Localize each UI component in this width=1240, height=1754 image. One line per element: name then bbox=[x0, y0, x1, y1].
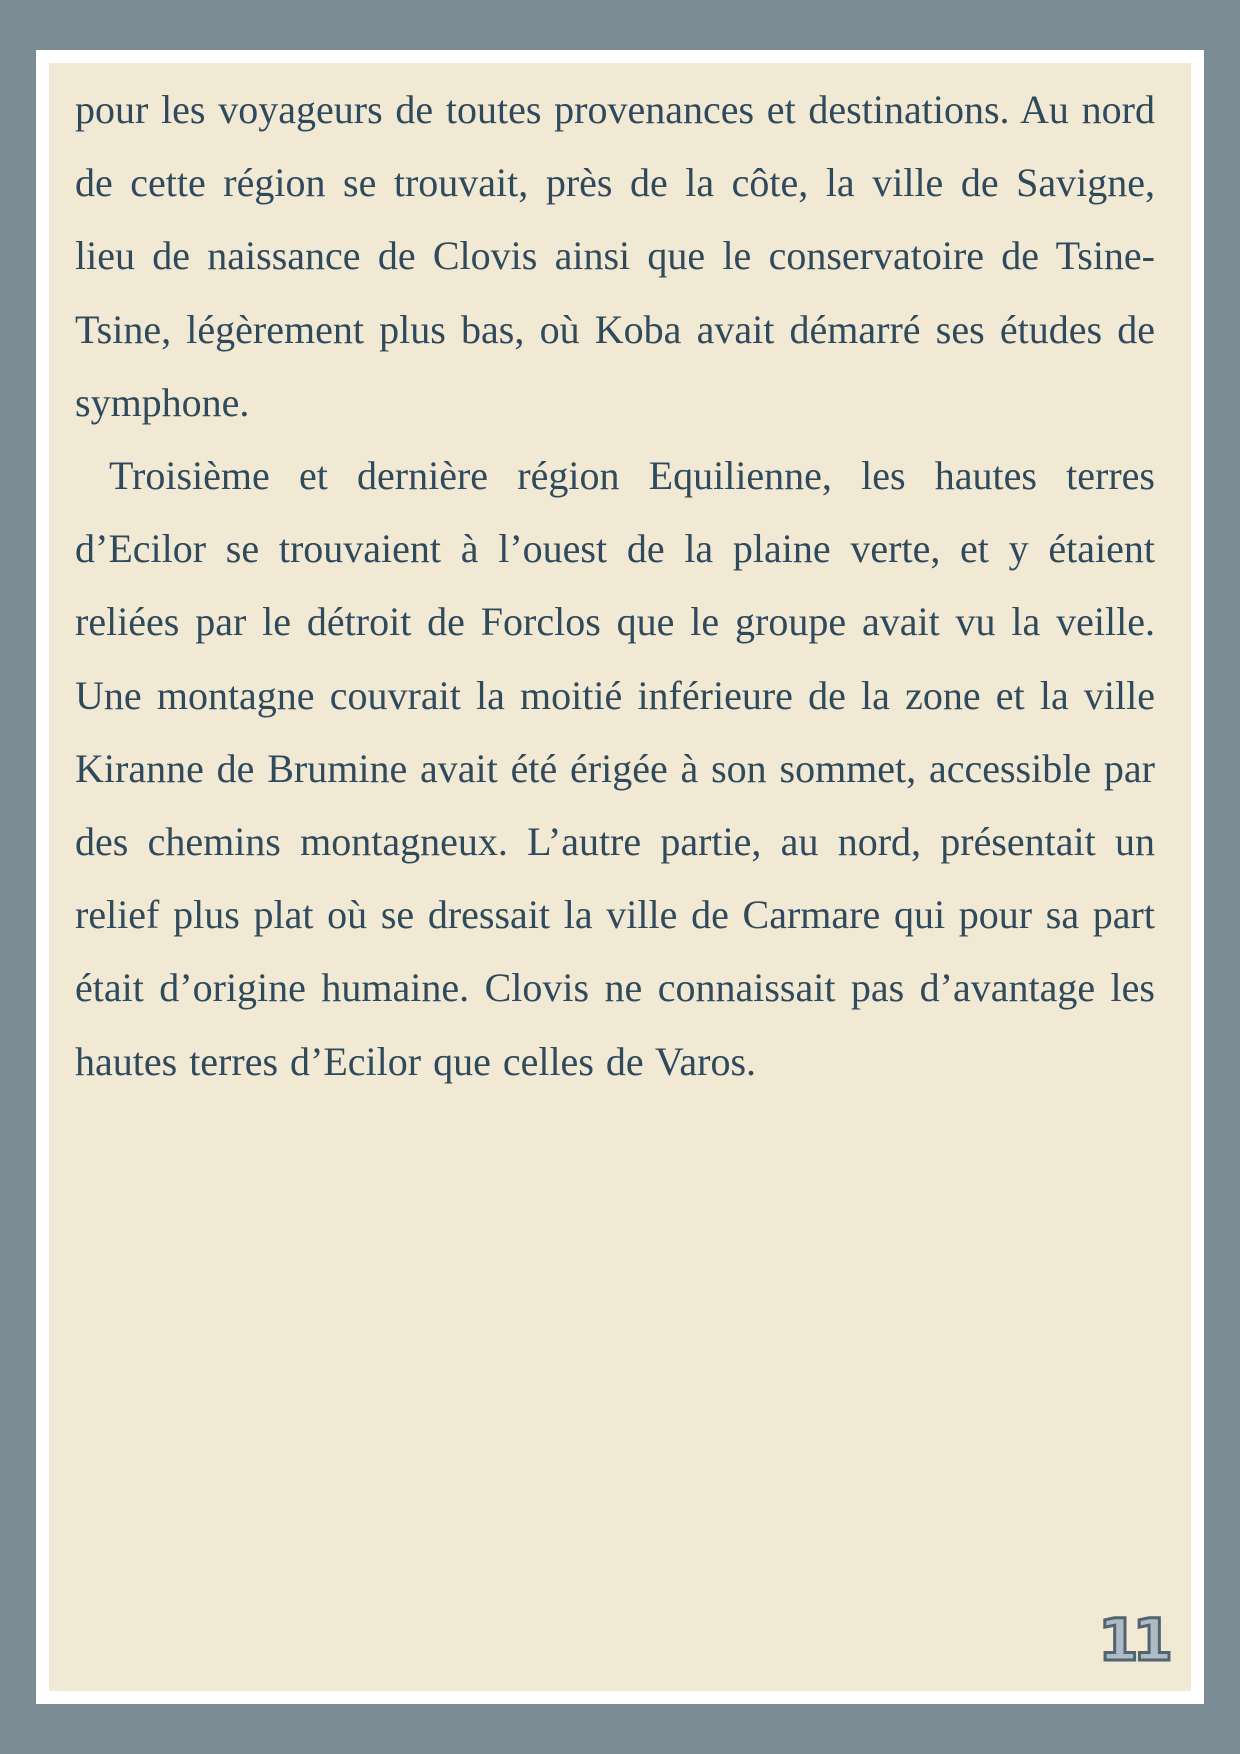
page-paper bbox=[49, 63, 1191, 1691]
paragraph: pour les voyageurs de toutes provenances et destinations. Au nord de cette région se trouvait, près de la côte, la ville de Savigne, lieu de naissance de Clovis ainsi que le conservatoire de Tsine-Tsine, légèrement plus bas, où Koba avait démarré ses études de symphone. bbox=[75, 87, 1155, 425]
paragraph: Troisième et dernière région Equilienne, les hautes terres d’Ecilor se trouvaient à l’ouest de la plaine verte, et y étaient reliées par le détroit de Forclos que le groupe avait vu la veille. Une montagne couvrait la moitié inférieure de la zone et la ville Kiranne de Brumine avait été érigée à son sommet, accessible par des chemins montagneux. L’autre partie, au nord, présentait un relief plus plat où se dressait la ville de Carmare qui pour sa part était d’origine humaine. Clovis ne connaissait pas d’avantage les hautes terres d’Ecilor que celles de Varos. bbox=[75, 453, 1155, 1084]
page-number: 11 bbox=[1098, 1606, 1167, 1674]
page-frame bbox=[36, 50, 1204, 1704]
body-text bbox=[75, 73, 1155, 1098]
